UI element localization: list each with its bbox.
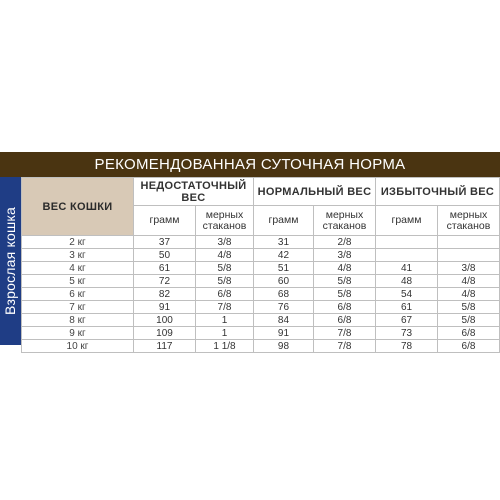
chart-title: РЕКОМЕНДОВАННАЯ СУТОЧНАЯ НОРМА xyxy=(0,152,500,177)
sub-header: грамм xyxy=(376,206,438,236)
group-header-row xyxy=(21,178,499,206)
table-cell: 7/8 xyxy=(313,327,375,340)
table-cell: 4/8 xyxy=(195,249,253,262)
table-cell: 41 xyxy=(376,262,438,275)
table-cell: 100 xyxy=(133,314,195,327)
sub-header: мерных стаканов xyxy=(195,206,253,236)
table-cell: 1 xyxy=(195,314,253,327)
table-cell: 91 xyxy=(253,327,313,340)
table-cell: 6/8 xyxy=(438,340,500,353)
side-label: Взрослая кошка xyxy=(2,206,19,316)
table-cell: 6/8 xyxy=(438,327,500,340)
table-cell: 5/8 xyxy=(195,275,253,288)
table-cell: 3/8 xyxy=(438,262,500,275)
sub-header: грамм xyxy=(253,206,313,236)
table-cell: 31 xyxy=(253,236,313,249)
table-cell: 72 xyxy=(133,275,195,288)
sub-header: мерных стаканов xyxy=(438,206,500,236)
table-cell: 42 xyxy=(253,249,313,262)
table-cell: 60 xyxy=(253,275,313,288)
table-row xyxy=(21,340,499,353)
table-cell xyxy=(438,236,500,249)
table-cell: 7 кг xyxy=(21,301,133,314)
table-cell: 51 xyxy=(253,262,313,275)
table-cell: 1 1/8 xyxy=(195,340,253,353)
table-cell: 5/8 xyxy=(313,288,375,301)
table-cell: 5/8 xyxy=(438,301,500,314)
table-cell: 3/8 xyxy=(195,236,253,249)
table-cell: 2/8 xyxy=(313,236,375,249)
table-row xyxy=(21,262,499,275)
table-cell: 6/8 xyxy=(195,288,253,301)
table-body xyxy=(21,236,499,353)
table-cell: 76 xyxy=(253,301,313,314)
table-cell: 6/8 xyxy=(313,314,375,327)
table-cell: 5 кг xyxy=(21,275,133,288)
table-cell: 9 кг xyxy=(21,327,133,340)
table-cell: 61 xyxy=(133,262,195,275)
table-row xyxy=(21,327,499,340)
table-cell: 109 xyxy=(133,327,195,340)
table-row xyxy=(21,236,499,249)
side-label-bar xyxy=(0,177,21,345)
table-cell xyxy=(438,249,500,262)
table-cell: 4 кг xyxy=(21,262,133,275)
table-row xyxy=(21,288,499,301)
table-cell: 68 xyxy=(253,288,313,301)
table-cell: 67 xyxy=(376,314,438,327)
table-cell: 37 xyxy=(133,236,195,249)
table-cell: 1 xyxy=(195,327,253,340)
table-cell: 73 xyxy=(376,327,438,340)
chart-body xyxy=(0,177,500,353)
table-cell: 117 xyxy=(133,340,195,353)
table-cell xyxy=(376,249,438,262)
table-cell: 48 xyxy=(376,275,438,288)
table-row xyxy=(21,275,499,288)
table-cell: 8 кг xyxy=(21,314,133,327)
table-cell: 4/8 xyxy=(438,288,500,301)
table-cell: 7/8 xyxy=(313,340,375,353)
sub-header: грамм xyxy=(133,206,195,236)
table-cell: 3/8 xyxy=(313,249,375,262)
table-cell: 4/8 xyxy=(438,275,500,288)
table-cell: 3 кг xyxy=(21,249,133,262)
group-header-underweight: НЕДОСТАТОЧНЫЙ ВЕС xyxy=(133,178,253,206)
group-header-overweight: ИЗБЫТОЧНЫЙ ВЕС xyxy=(376,178,500,206)
table-row xyxy=(21,249,499,262)
table-cell: 61 xyxy=(376,301,438,314)
table-cell: 91 xyxy=(133,301,195,314)
table-cell: 50 xyxy=(133,249,195,262)
table-cell: 6/8 xyxy=(313,301,375,314)
table-cell: 84 xyxy=(253,314,313,327)
table-cell: 7/8 xyxy=(195,301,253,314)
table-cell: 98 xyxy=(253,340,313,353)
table-cell: 10 кг xyxy=(21,340,133,353)
table-row xyxy=(21,301,499,314)
table-cell: 4/8 xyxy=(313,262,375,275)
table-cell: 2 кг xyxy=(21,236,133,249)
table-cell: 5/8 xyxy=(313,275,375,288)
table-cell: 54 xyxy=(376,288,438,301)
group-header-normal: НОРМАЛЬНЫЙ ВЕС xyxy=(253,178,375,206)
feeding-table xyxy=(21,177,500,353)
table-cell: 5/8 xyxy=(438,314,500,327)
table-row xyxy=(21,314,499,327)
table-cell: 5/8 xyxy=(195,262,253,275)
table-cell: 78 xyxy=(376,340,438,353)
feeding-chart xyxy=(0,152,500,353)
table-cell xyxy=(376,236,438,249)
table-cell: 6 кг xyxy=(21,288,133,301)
weight-header: ВЕС КОШКИ xyxy=(21,178,133,236)
sub-header: мерных стаканов xyxy=(313,206,375,236)
table-cell: 82 xyxy=(133,288,195,301)
